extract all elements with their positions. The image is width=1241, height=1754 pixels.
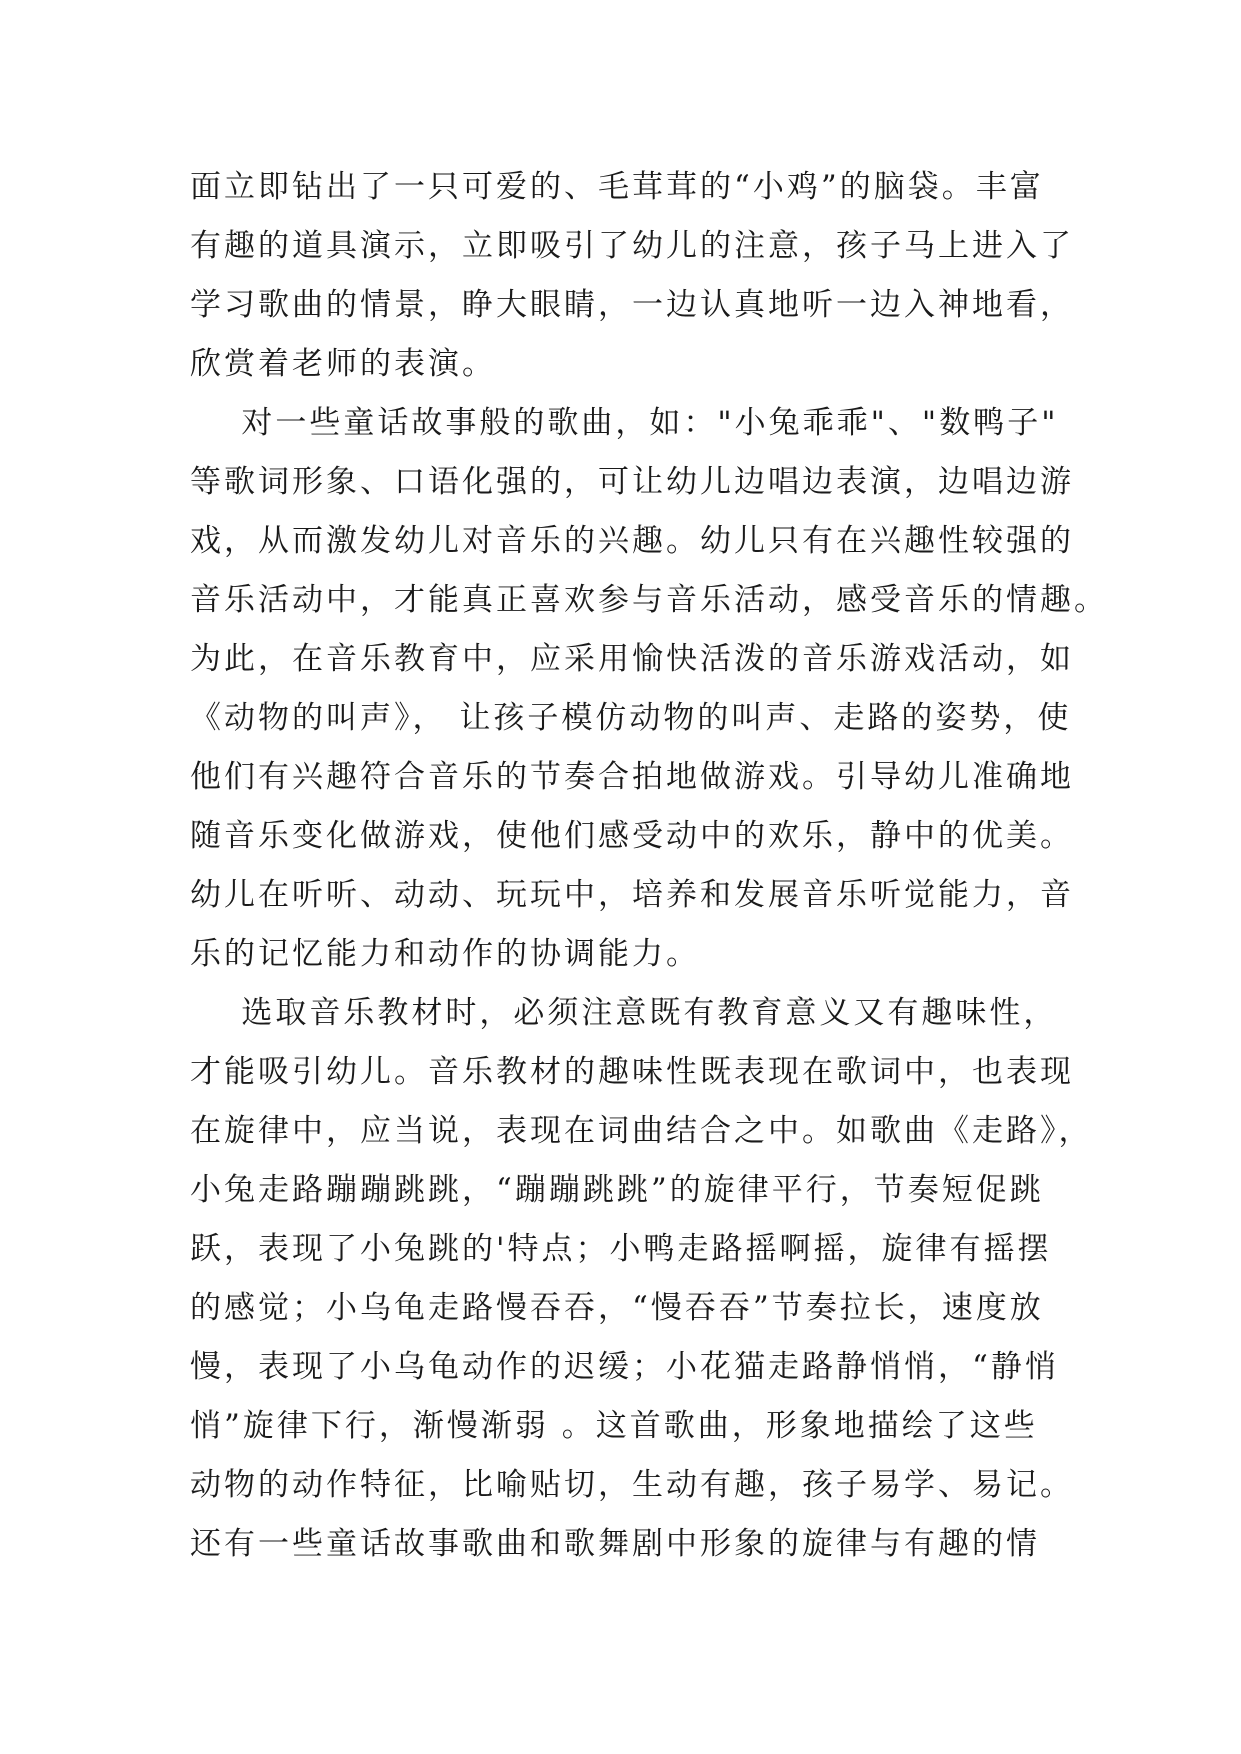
text-line: 等歌词形象、口语化强的，可让幼儿边唱边表演，边唱边游: [190, 464, 1074, 500]
text-line: 学习歌曲的情景，睁大眼睛，一边认真地听一边入神地看，: [190, 287, 1074, 323]
text-line: 幼儿在听听、动动、玩玩中，培养和发展音乐听觉能力，音: [190, 877, 1074, 913]
text-line: 音乐活动中，才能真正喜欢参与音乐活动，感受音乐的情趣。: [190, 582, 1108, 618]
text-line: 悄”旋律下行，渐慢渐弱 。这首歌曲，形象地描绘了这些: [190, 1408, 1038, 1444]
text-line: 随音乐变化做游戏，使他们感受动中的欢乐，静中的优美。: [190, 818, 1074, 854]
text-line: 慢，表现了小乌龟动作的迟缓；小花猫走路静悄悄，“静悄: [190, 1349, 1059, 1385]
text-line: 戏，从而激发幼儿对音乐的兴趣。幼儿只有在兴趣性较强的: [190, 523, 1074, 559]
text-line: 选取音乐教材时，必须注意既有教育意义又有趣味性，: [190, 995, 1058, 1031]
text-line: 他们有兴趣符合音乐的节奏合拍地做游戏。引导幼儿准确地: [190, 759, 1074, 795]
text-line: 的感觉；小乌龟走路慢吞吞，“慢吞吞”节奏拉长，速度放: [190, 1290, 1044, 1326]
text-line: 面立即钻出了一只可爱的、毛茸茸的“小鸡”的脑袋。丰富: [190, 169, 1044, 205]
text-line: 乐的记忆能力和动作的协调能力。: [190, 936, 700, 972]
text-line: 动物的动作特征，比喻贴切，生动有趣，孩子易学、易记。: [190, 1467, 1074, 1503]
text-line: 才能吸引幼儿。音乐教材的趣味性既表现在歌词中，也表现: [190, 1054, 1074, 1090]
text-line: 有趣的道具演示，立即吸引了幼儿的注意，孩子马上进入了: [190, 228, 1074, 264]
text-line: 还有一些童话故事歌曲和歌舞剧中形象的旋律与有趣的情: [190, 1526, 1040, 1562]
text-line: 欣赏着老师的表演。: [190, 346, 496, 382]
body-text: [190, 158, 1108, 1574]
text-line: 小兔走路蹦蹦跳跳，“蹦蹦跳跳”的旋律平行，节奏短促跳: [190, 1172, 1044, 1208]
text-line: 为此，在音乐教育中，应采用愉快活泼的音乐游戏活动，如: [190, 641, 1074, 677]
text-line: 对一些童话故事般的歌曲，如："小兔乖乖"、"数鸭子": [190, 405, 1059, 441]
text-line: 跃，表现了小兔跳的'特点；小鸭走路摇啊摇，旋律有摇摆: [190, 1231, 1052, 1267]
text-line: 《动物的叫声》， 让孩子模仿动物的叫声、走路的姿势，使: [190, 700, 1072, 736]
text-line: 在旋律中，应当说，表现在词曲结合之中。如歌曲《走路》，: [190, 1113, 1093, 1149]
